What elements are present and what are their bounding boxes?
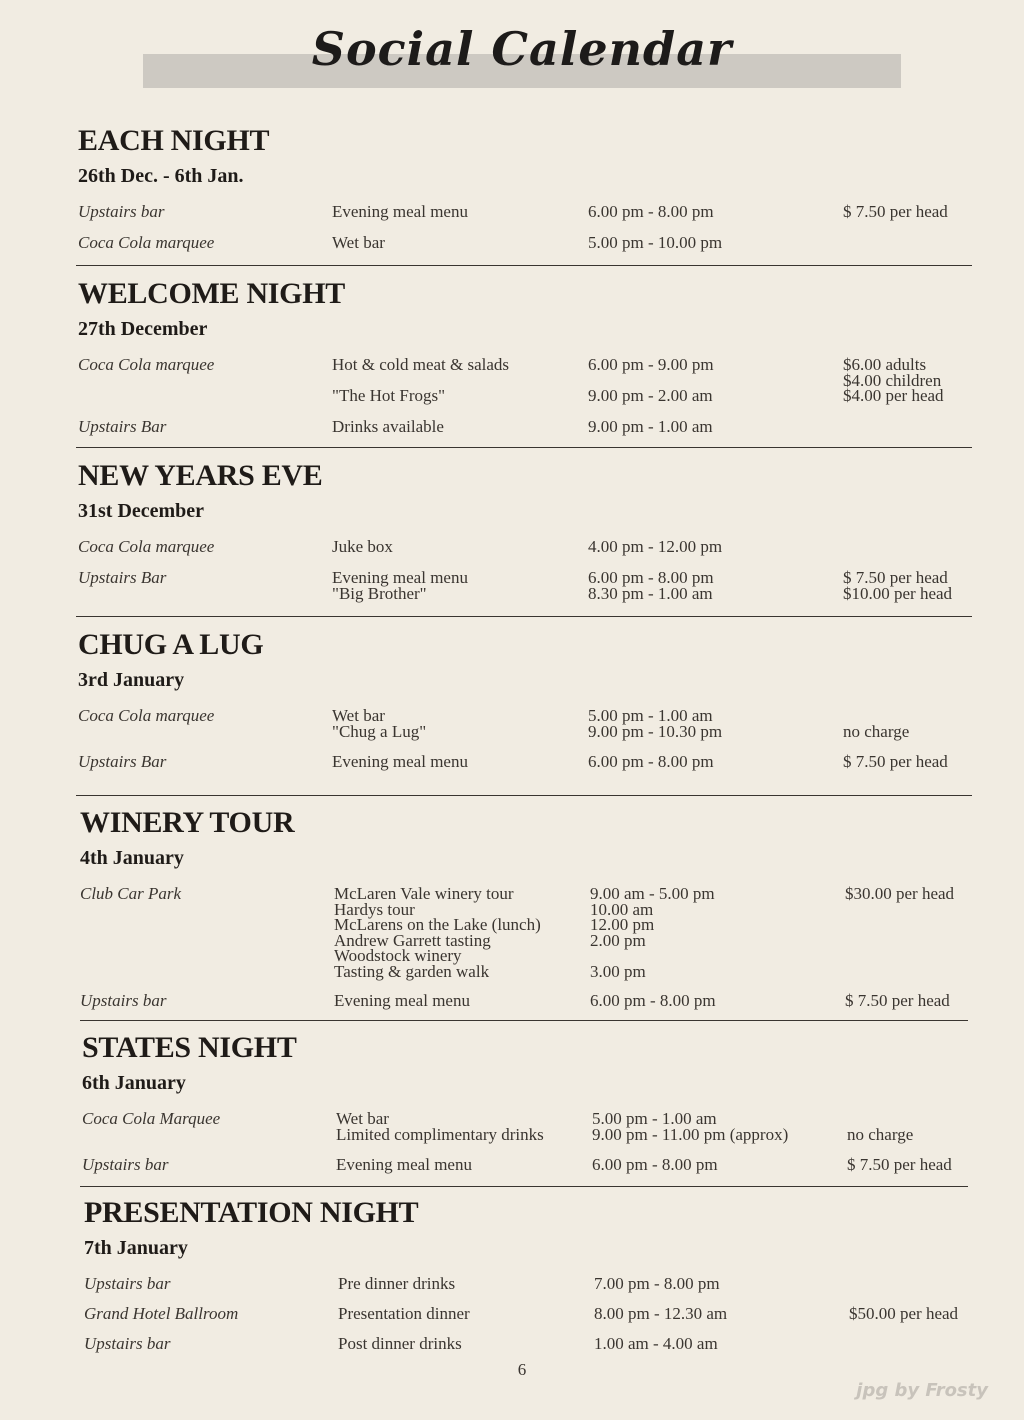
event-line: Juke box: [332, 537, 393, 556]
time-cell: [592, 1111, 788, 1142]
time-line: 9.00 pm - 11.00 pm (approx): [592, 1124, 789, 1144]
venue-cell: Upstairs Bar: [78, 417, 167, 436]
time-cell: [588, 357, 714, 373]
time-line: 6.00 pm - 8.00 pm: [588, 568, 714, 587]
section-title: WINERY TOUR: [80, 806, 295, 839]
section-date: 6th January: [82, 1072, 186, 1094]
time-line: 1.00 am - 4.00 am: [594, 1334, 718, 1353]
venue-cell: Coca Cola marquee: [78, 706, 215, 725]
time-line: 6.00 pm - 9.00 pm: [588, 355, 714, 374]
event-cell: [338, 1276, 455, 1292]
section-2: [78, 277, 973, 436]
event-cell: [334, 886, 541, 979]
event-line: Wet bar: [336, 1109, 389, 1128]
section-3: [78, 459, 973, 603]
venue-cell: Coca Cola marquee: [78, 537, 215, 556]
section-date: 31st December: [78, 500, 205, 522]
event-cell: [332, 388, 445, 404]
event-line: Andrew Garrett tasting: [334, 930, 491, 950]
section-divider: [80, 1020, 968, 1021]
section-title: EACH NIGHT: [78, 124, 270, 157]
section-date: 26th Dec. - 6th Jan.: [78, 165, 244, 187]
section-4: [78, 628, 973, 771]
time-cell: [594, 1276, 720, 1292]
page-number: 6: [517, 1360, 527, 1379]
time-line: 4.00 pm - 12.00 pm: [588, 537, 723, 556]
price-cell: [843, 357, 944, 404]
time-cell: [588, 570, 714, 601]
event-cell: [332, 754, 468, 770]
price-line: $ 7.50 per head: [843, 752, 948, 771]
venue-cell: Coca Cola marquee: [78, 233, 215, 252]
price-line: $4.00 per head: [843, 386, 944, 405]
time-line: 8.30 pm - 1.00 am: [588, 583, 713, 603]
event-cell: [338, 1336, 462, 1352]
event-cell: [332, 357, 509, 373]
section-title: STATES NIGHT: [82, 1031, 297, 1064]
price-line: $4.00 children: [843, 370, 942, 390]
time-line: 8.00 pm - 12.30 am: [594, 1304, 728, 1323]
credit-watermark: jpg by Frosty: [856, 1380, 988, 1401]
price-line: $ 7.50 per head: [847, 1155, 952, 1174]
price-cell: [843, 754, 948, 770]
event-line: "Chug a Lug": [332, 721, 427, 741]
event-cell: [334, 993, 470, 1009]
time-line: 9.00 pm - 1.00 am: [588, 417, 713, 436]
section-divider: [76, 265, 972, 266]
price-cell: [843, 204, 948, 220]
event-line: Evening meal menu: [332, 752, 468, 771]
event-line: Evening meal menu: [332, 202, 468, 221]
event-cell: [332, 570, 468, 601]
price-line: $50.00 per head: [849, 1304, 959, 1323]
venue-cell: Coca Cola Marquee: [82, 1109, 221, 1128]
price-cell: [845, 993, 950, 1009]
time-line: 6.00 pm - 8.00 pm: [592, 1155, 718, 1174]
event-cell: [332, 539, 393, 555]
price-line: no charge: [843, 721, 910, 741]
venue-cell: Upstairs bar: [82, 1155, 169, 1174]
event-cell: [338, 1306, 470, 1322]
event-line: Wet bar: [332, 706, 385, 725]
time-line: 6.00 pm - 8.00 pm: [590, 991, 716, 1010]
time-cell: [588, 419, 713, 435]
venue-cell: Upstairs Bar: [78, 568, 167, 587]
event-cell: [332, 708, 426, 739]
time-cell: [594, 1336, 718, 1352]
event-line: Tasting & garden walk: [334, 961, 490, 981]
event-line: McLarens on the Lake (lunch): [334, 915, 541, 934]
time-line: 5.00 pm - 1.00 am: [588, 706, 713, 725]
section-divider: [80, 1186, 968, 1187]
time-line: 9.00 pm - 10.30 pm: [588, 721, 723, 741]
time-cell: [588, 204, 714, 220]
section-divider: [76, 795, 972, 796]
time-line: 10.00 am: [590, 899, 654, 919]
time-line: 5.00 pm - 1.00 am: [592, 1109, 717, 1128]
event-cell: [332, 204, 468, 220]
venue-cell: Coca Cola marquee: [78, 355, 215, 374]
page-title: Social Calendar: [311, 22, 733, 76]
price-cell: [843, 570, 952, 601]
event-line: "Big Brother": [332, 583, 427, 603]
time-line: 7.00 pm - 8.00 pm: [594, 1274, 720, 1293]
event-line: Hardys tour: [334, 899, 415, 919]
price-line: $ 7.50 per head: [843, 202, 948, 221]
section-title: WELCOME NIGHT: [78, 277, 345, 310]
event-line: Post dinner drinks: [338, 1334, 462, 1353]
section-5: [80, 806, 975, 1010]
venue-cell: Upstairs bar: [84, 1274, 171, 1293]
section-date: 4th January: [80, 847, 184, 869]
venue-cell: Upstairs bar: [84, 1334, 171, 1353]
time-cell: [594, 1306, 727, 1322]
section-divider: [76, 447, 972, 448]
price-line: $6.00 adults: [843, 355, 927, 374]
section-title: CHUG A LUG: [78, 628, 264, 661]
venue-cell: Grand Hotel Ballroom: [84, 1304, 239, 1323]
price-line: $ 7.50 per head: [843, 568, 948, 587]
event-line: Presentation dinner: [338, 1304, 470, 1323]
time-cell: [588, 235, 722, 251]
time-cell: [588, 539, 722, 555]
price-cell: [847, 1111, 913, 1142]
price-line: no charge: [847, 1124, 914, 1144]
event-line: Hot & cold meat & salads: [332, 355, 510, 374]
section-date: 7th January: [84, 1237, 188, 1259]
event-line: Pre dinner drinks: [338, 1274, 456, 1293]
time-cell: [592, 1157, 718, 1173]
price-cell: [845, 886, 954, 902]
time-cell: [590, 993, 716, 1009]
event-line: McLaren Vale winery tour: [334, 884, 514, 903]
section-title: NEW YEARS EVE: [78, 459, 323, 492]
section-date: 3rd January: [78, 669, 185, 691]
event-line: Evening meal menu: [332, 568, 468, 587]
section-title: PRESENTATION NIGHT: [84, 1196, 419, 1229]
time-line: 5.00 pm - 10.00 pm: [588, 233, 723, 252]
price-line: $10.00 per head: [843, 583, 953, 603]
venue-cell: Club Car Park: [80, 884, 182, 903]
time-line: 12.00 pm: [590, 915, 655, 934]
price-cell: [843, 708, 909, 739]
price-cell: [847, 1157, 952, 1173]
time-cell: [590, 886, 715, 979]
section-1: [78, 124, 973, 252]
event-cell: [336, 1111, 544, 1142]
time-line: 9.00 pm - 2.00 am: [588, 386, 713, 405]
time-line: 2.00 pm: [590, 930, 646, 950]
time-cell: [588, 708, 722, 739]
venue-cell: Upstairs bar: [78, 202, 165, 221]
venue-cell: Upstairs Bar: [78, 752, 167, 771]
event-line: Evening meal menu: [334, 991, 470, 1010]
event-line: "The Hot Frogs": [332, 386, 446, 405]
time-line: 6.00 pm - 8.00 pm: [588, 752, 714, 771]
event-line: Woodstock winery: [334, 946, 462, 965]
section-divider: [76, 616, 972, 617]
time-cell: [588, 388, 713, 404]
event-line: Wet bar: [332, 233, 385, 252]
price-line: $ 7.50 per head: [845, 991, 950, 1010]
price-cell: [849, 1306, 958, 1322]
time-line: 6.00 pm - 8.00 pm: [588, 202, 714, 221]
section-date: 27th December: [78, 318, 208, 340]
event-line: Limited complimentary drinks: [336, 1124, 544, 1144]
event-cell: [332, 235, 385, 251]
section-6: [82, 1031, 977, 1174]
venue-cell: Upstairs bar: [80, 991, 167, 1010]
time-line: 9.00 am - 5.00 pm: [590, 884, 715, 903]
event-line: Evening meal menu: [336, 1155, 472, 1174]
time-cell: [588, 754, 714, 770]
time-line: 3.00 pm: [590, 961, 646, 981]
event-cell: [336, 1157, 472, 1173]
event-line: Drinks available: [332, 417, 444, 436]
price-line: $30.00 per head: [845, 884, 955, 903]
section-7: [84, 1196, 979, 1353]
event-cell: [332, 419, 444, 435]
